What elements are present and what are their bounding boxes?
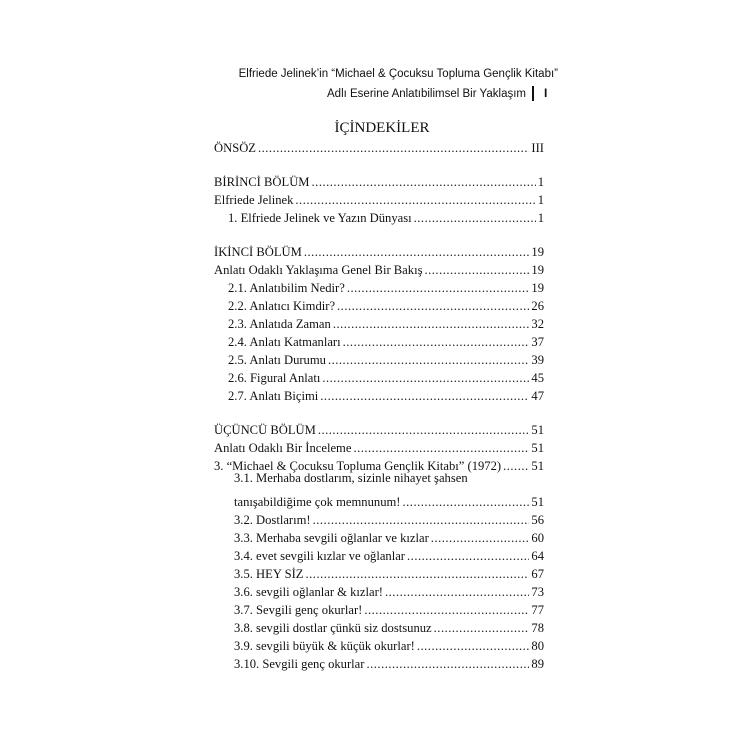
leader-dots: [343, 334, 530, 350]
toc-entry[interactable]: [214, 296, 544, 314]
leader-dots: [304, 244, 530, 260]
toc-entry-title: 3. “Michael & Çocuksu Topluma Gençlik Kitabı” (1972): [214, 459, 502, 473]
toc-entry-page: 77: [531, 603, 544, 617]
toc-entry[interactable]: [214, 438, 544, 456]
page-number: I: [544, 86, 548, 100]
toc-entry-title: İKİNCİ BÖLÜM: [214, 245, 302, 259]
toc-entry-page: 80: [531, 639, 544, 653]
toc-entry-page: 1: [537, 175, 544, 189]
leader-dots: [320, 388, 529, 404]
leader-dots: [414, 210, 536, 226]
toc-entry-onsoz[interactable]: [214, 138, 544, 156]
toc-entry-page: 45: [531, 371, 544, 385]
toc-entry-page: 26: [531, 299, 544, 313]
leader-dots: [312, 174, 536, 190]
toc-entry[interactable]: [214, 600, 544, 618]
leader-dots: [337, 298, 529, 314]
toc-entry[interactable]: [214, 350, 544, 368]
toc-entry-title: 3.4. evet sevgili kızlar ve oğlanlar: [234, 549, 406, 563]
toc-entry[interactable]: [214, 528, 544, 546]
toc-entry-title: 2.3. Anlatıda Zaman: [228, 317, 331, 331]
toc-entry-page: 19: [531, 245, 544, 259]
toc-entry-page: 1: [537, 211, 544, 225]
leader-dots: [322, 370, 529, 386]
leader-dots: [318, 422, 530, 438]
toc-entry[interactable]: [214, 654, 544, 672]
toc-entry-page: 60: [531, 531, 544, 545]
leader-dots: [353, 440, 529, 456]
toc-entry-page: 19: [531, 263, 544, 277]
leader-dots: [503, 458, 529, 474]
toc-entry[interactable]: [214, 386, 544, 404]
toc-entry-title: 3.10. Sevgili genç okurlar: [234, 657, 365, 671]
toc-entry-page: 64: [531, 549, 544, 563]
toc-entry[interactable]: [214, 618, 544, 636]
leader-dots: [333, 316, 530, 332]
toc-entry[interactable]: [214, 510, 544, 528]
header-divider: [532, 86, 534, 101]
toc-entry-title: 2.6. Figural Anlatı: [228, 371, 321, 385]
leader-dots: [424, 262, 529, 278]
leader-dots: [385, 584, 529, 600]
toc-entry-chapter-2[interactable]: [214, 242, 544, 260]
toc-entry-page: 37: [531, 335, 544, 349]
toc-entry-page: 51: [531, 495, 544, 509]
leader-dots: [403, 494, 530, 510]
toc-entry-page: III: [531, 141, 544, 155]
leader-dots: [431, 530, 530, 546]
toc-entry[interactable]: [214, 278, 544, 296]
toc-entry-title: 1. Elfriede Jelinek ve Yazın Dünyası: [228, 211, 412, 225]
toc-entry-page: 89: [531, 657, 544, 671]
toc-entry-title: 3.6. sevgili oğlanlar & kızlar!: [234, 585, 383, 599]
toc-entry[interactable]: [214, 492, 544, 510]
leader-dots: [328, 352, 529, 368]
leader-dots: [347, 280, 530, 296]
toc-entry-page: 32: [531, 317, 544, 331]
toc-entry-title: Elfriede Jelinek: [214, 193, 294, 207]
toc-entry-page: 51: [531, 423, 544, 437]
toc-entry-title: ÜÇÜNCÜ BÖLÜM: [214, 423, 316, 437]
toc-title: İÇİNDEKİLER: [334, 120, 430, 136]
toc-entry-page: 51: [531, 459, 544, 473]
toc-entry[interactable]: [214, 314, 544, 332]
toc-entry-title-line1: 3.1. Merhaba dostlarım, sizinle nihayet şahsen: [234, 471, 468, 485]
leader-dots: [258, 140, 529, 156]
toc-entry-title: ÖNSÖZ: [214, 141, 256, 155]
toc-entry-title: 2.4. Anlatı Katmanları: [228, 335, 341, 349]
toc-entry-title: 2.1. Anlatıbilim Nedir?: [228, 281, 345, 295]
leader-dots: [313, 512, 530, 528]
toc-entry[interactable]: [214, 582, 544, 600]
leader-dots: [295, 192, 535, 208]
leader-dots: [366, 656, 529, 672]
toc-entry-title: 3.9. sevgili büyük & küçük okurlar!: [234, 639, 415, 653]
leader-dots: [364, 602, 529, 618]
toc-entry-page: 39: [531, 353, 544, 367]
toc-entry[interactable]: [214, 208, 544, 226]
toc-entry-title: 2.5. Anlatı Durumu: [228, 353, 326, 367]
toc-entry-title: 3.7. Sevgili genç okurlar!: [234, 603, 363, 617]
toc-entry[interactable]: [214, 564, 544, 582]
toc-entry-title: 2.7. Anlatı Biçimi: [228, 389, 319, 403]
toc-entry[interactable]: [214, 260, 544, 278]
toc-entry[interactable]: [214, 546, 544, 564]
toc-entry-chapter-1[interactable]: [214, 172, 544, 190]
toc-entry-page: 51: [531, 441, 544, 455]
running-header-line1: Elfriede Jelinek’in “Michael & Çocuksu Topluma Gençlik Kitabı”: [238, 68, 558, 80]
toc-entry-title: 2.2. Anlatıcı Kimdir?: [228, 299, 336, 313]
toc-entry-title: tanışabildiğime çok memnunum!: [234, 495, 401, 509]
toc-entry-title: BİRİNCİ BÖLÜM: [214, 175, 310, 189]
toc-entry-page: 19: [531, 281, 544, 295]
toc-entry-title: Anlatı Odaklı Yaklaşıma Genel Bir Bakış: [214, 263, 423, 277]
toc-entry[interactable]: [214, 332, 544, 350]
leader-dots: [417, 638, 530, 654]
toc-entry-page: 1: [537, 193, 544, 207]
toc-entry-page: 56: [531, 513, 544, 527]
toc-entry-chapter-3[interactable]: [214, 420, 544, 438]
toc-entry-page: 73: [531, 585, 544, 599]
toc-entry[interactable]: [214, 368, 544, 386]
toc-entry-title: 3.2. Dostlarım!: [234, 513, 311, 527]
toc-entry[interactable]: [214, 636, 544, 654]
leader-dots: [407, 548, 529, 564]
leader-dots: [434, 620, 530, 636]
toc-entry[interactable]: [214, 190, 544, 208]
toc-entry-page: 47: [531, 389, 544, 403]
toc-entry-title: 3.3. Merhaba sevgili oğlanlar ve kızlar: [234, 531, 429, 545]
toc-entry-title: Anlatı Odaklı Bir İnceleme: [214, 441, 352, 455]
toc-entry-page: 67: [531, 567, 544, 581]
running-header-line2: Adlı Eserine Anlatıbilimsel Bir Yaklaşım: [327, 88, 526, 100]
toc-entry-title: 3.5. HEY SİZ: [234, 567, 304, 581]
toc-entry-title: 3.8. sevgili dostlar çünkü siz dostsunuz: [234, 621, 432, 635]
leader-dots: [306, 566, 530, 582]
toc-entry-page: 78: [531, 621, 544, 635]
